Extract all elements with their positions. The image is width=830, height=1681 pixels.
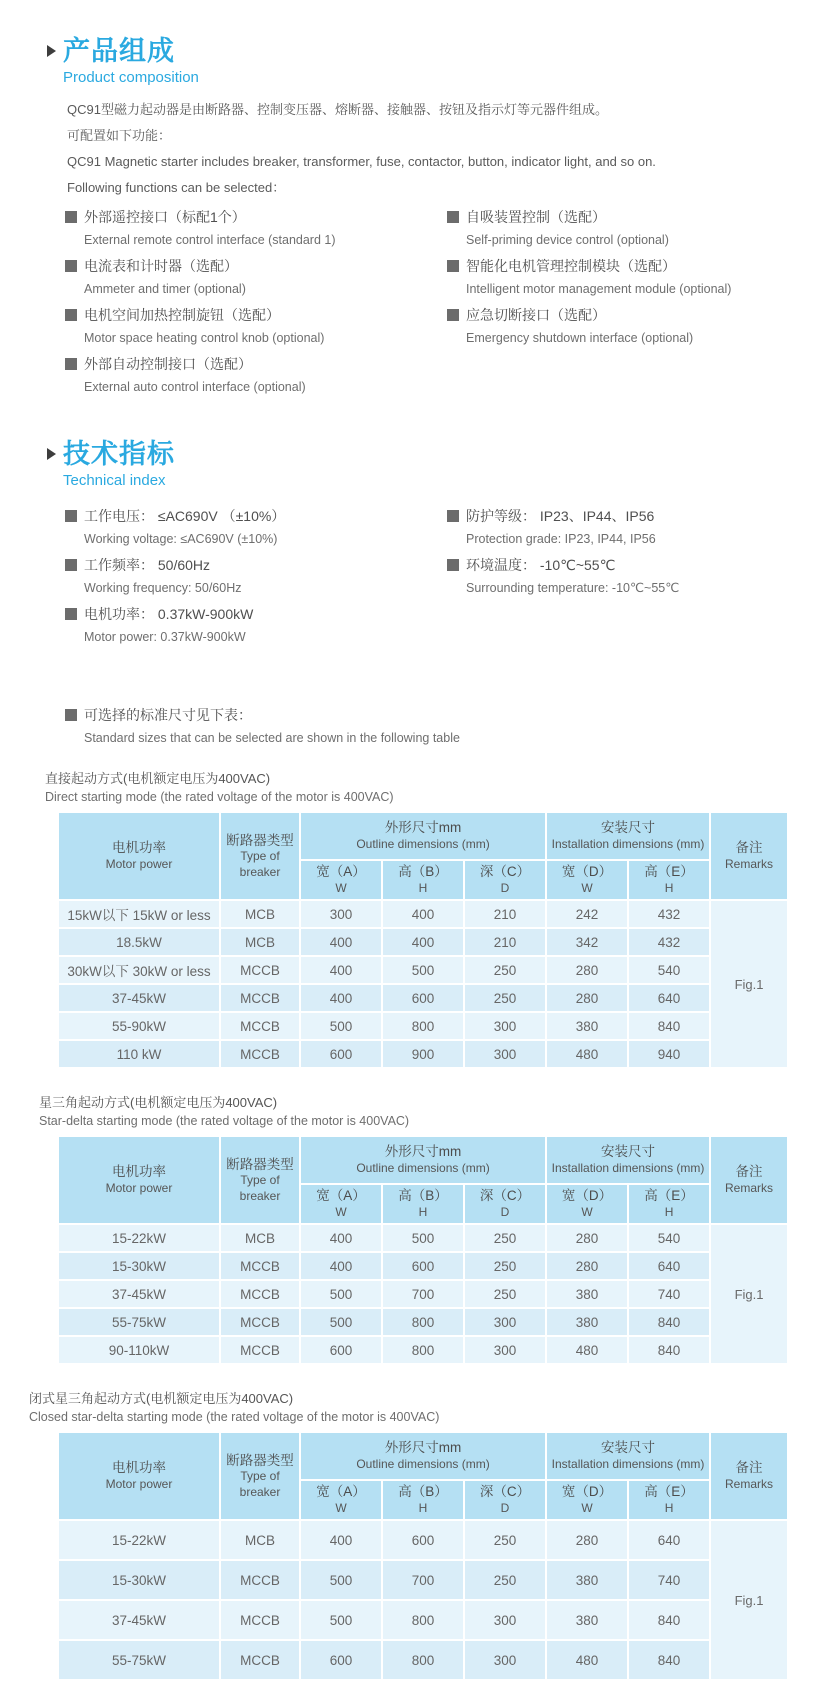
cell-depth-c: 210 bbox=[465, 929, 545, 955]
spec-item bbox=[65, 555, 447, 595]
spec-item bbox=[447, 555, 830, 595]
header-motor-power-en: Motor power bbox=[105, 1476, 173, 1491]
header-dim-d-en: W bbox=[581, 1500, 593, 1515]
table-title-zh: 直接起动方式(电机额定电压为400VAC) bbox=[45, 771, 271, 786]
cell-depth-c: 250 bbox=[465, 957, 545, 983]
header-dim-d bbox=[547, 1481, 627, 1519]
header-installation-dimensions bbox=[547, 1137, 709, 1183]
header-outline-dimensions-zh: 外形尺寸mm bbox=[384, 820, 462, 836]
header-dim-a-en: W bbox=[335, 1204, 347, 1219]
table-row bbox=[59, 929, 787, 955]
header-remarks-zh: 备注 bbox=[735, 1460, 763, 1476]
feature-label-en: Intelligent motor management module (optional) bbox=[466, 282, 732, 296]
header-motor-power bbox=[59, 1433, 219, 1519]
table-row bbox=[59, 1601, 787, 1639]
bullet-square-icon bbox=[447, 510, 459, 522]
header-dim-d-zh: 宽（D） bbox=[561, 1188, 613, 1204]
bullet-square-icon bbox=[447, 211, 459, 223]
cell-height-e: 640 bbox=[629, 985, 709, 1011]
cell-depth-c: 300 bbox=[465, 1013, 545, 1039]
cell-depth-c: 250 bbox=[465, 985, 545, 1011]
spec-item bbox=[65, 604, 447, 644]
feature-item bbox=[447, 207, 830, 247]
header-dim-c-en: D bbox=[500, 1204, 510, 1219]
feature-label-zh: 应急切断接口（选配） bbox=[466, 307, 606, 323]
cell-width-a: 400 bbox=[301, 985, 381, 1011]
size-table bbox=[57, 1135, 789, 1365]
cell-height-e: 940 bbox=[629, 1041, 709, 1067]
cell-breaker-type: MCCB bbox=[221, 1601, 299, 1639]
table-row bbox=[59, 1225, 787, 1251]
spec-label-zh: 防护等级： IP23、IP44、IP56 bbox=[466, 508, 655, 524]
note-label-zh: 可选择的标准尺寸见下表： bbox=[84, 707, 252, 723]
header-dim-c-zh: 深（C） bbox=[479, 1484, 531, 1500]
spec-label-en: Working frequency: 50/60Hz bbox=[84, 581, 242, 595]
cell-height-b: 600 bbox=[383, 1253, 463, 1279]
cell-breaker-type: MCB bbox=[221, 901, 299, 927]
cell-width-a: 500 bbox=[301, 1309, 381, 1335]
cell-width-d: 380 bbox=[547, 1309, 627, 1335]
table-title-en: Star-delta starting mode (the rated voltage of the motor is 400VAC) bbox=[39, 1114, 410, 1128]
spec-column-right bbox=[447, 506, 830, 653]
cell-motor-power: 110 kW bbox=[59, 1041, 219, 1067]
table-row bbox=[59, 1521, 787, 1559]
cell-width-d: 280 bbox=[547, 1521, 627, 1559]
table-row bbox=[59, 1641, 787, 1679]
size-tables-container bbox=[0, 771, 830, 1681]
header-installation-dimensions bbox=[547, 813, 709, 859]
table-row bbox=[59, 1253, 787, 1279]
header-dim-e bbox=[629, 1481, 709, 1519]
cell-depth-c: 300 bbox=[465, 1041, 545, 1067]
header-dim-a-zh: 宽（A） bbox=[316, 1484, 366, 1500]
feature-label-en: External auto control interface (optional) bbox=[84, 380, 306, 394]
cell-width-d: 280 bbox=[547, 957, 627, 983]
header-dim-b-en: H bbox=[418, 1500, 428, 1515]
cell-width-a: 300 bbox=[301, 901, 381, 927]
cell-height-e: 840 bbox=[629, 1309, 709, 1335]
feature-item bbox=[65, 305, 447, 345]
cell-height-e: 540 bbox=[629, 957, 709, 983]
header-dim-c-en: D bbox=[500, 1500, 510, 1515]
standard-sizes-note bbox=[65, 705, 830, 745]
spec-label-zh: 电机功率： 0.37kW-900kW bbox=[84, 606, 254, 622]
cell-breaker-type: MCB bbox=[221, 929, 299, 955]
cell-breaker-type: MCB bbox=[221, 1521, 299, 1559]
header-installation-dimensions-en: Installation dimensions (mm) bbox=[551, 1456, 705, 1471]
header-dim-e-en: H bbox=[664, 880, 674, 895]
header-dim-a bbox=[301, 861, 381, 899]
cell-motor-power: 15-22kW bbox=[59, 1225, 219, 1251]
cell-breaker-type: MCCB bbox=[221, 1041, 299, 1067]
spec-label-zh: 工作频率： 50/60Hz bbox=[84, 557, 211, 573]
header-motor-power-zh: 电机功率 bbox=[112, 1164, 166, 1180]
cell-motor-power: 55-75kW bbox=[59, 1309, 219, 1335]
header-installation-dimensions-en: Installation dimensions (mm) bbox=[551, 1160, 705, 1175]
header-outline-dimensions-en: Outline dimensions (mm) bbox=[356, 836, 490, 851]
cell-height-b: 500 bbox=[383, 957, 463, 983]
spec-item bbox=[65, 506, 447, 546]
header-outline-dimensions-zh: 外形尺寸mm bbox=[384, 1144, 462, 1160]
header-outline-dimensions-en: Outline dimensions (mm) bbox=[356, 1456, 490, 1471]
table-row bbox=[59, 1041, 787, 1067]
header-breaker-type-zh: 断路器类型 bbox=[226, 1452, 294, 1468]
header-motor-power-zh: 电机功率 bbox=[112, 840, 166, 856]
cell-width-d: 280 bbox=[547, 1253, 627, 1279]
cell-motor-power: 55-90kW bbox=[59, 1013, 219, 1039]
header-dim-c bbox=[465, 1481, 545, 1519]
header-dim-e-zh: 高（E） bbox=[644, 864, 694, 880]
cell-height-b: 800 bbox=[383, 1013, 463, 1039]
cell-depth-c: 250 bbox=[465, 1253, 545, 1279]
cell-height-e: 840 bbox=[629, 1013, 709, 1039]
bullet-square-icon bbox=[65, 358, 77, 370]
table-row bbox=[59, 1309, 787, 1335]
cell-breaker-type: MCCB bbox=[221, 1309, 299, 1335]
bullet-square-icon bbox=[65, 260, 77, 272]
header-dim-c-zh: 深（C） bbox=[479, 1188, 531, 1204]
header-installation-dimensions-zh: 安装尺寸 bbox=[601, 820, 656, 836]
cell-width-d: 480 bbox=[547, 1337, 627, 1363]
cell-motor-power: 18.5kW bbox=[59, 929, 219, 955]
header-motor-power bbox=[59, 1137, 219, 1223]
header-motor-power-en: Motor power bbox=[105, 1180, 173, 1195]
feature-label-zh: 智能化电机管理控制模块（选配） bbox=[466, 258, 676, 274]
header-breaker-type-zh: 断路器类型 bbox=[226, 1156, 294, 1172]
header-dim-a-zh: 宽（A） bbox=[316, 1188, 366, 1204]
spec-item bbox=[447, 506, 830, 546]
table-row bbox=[59, 1337, 787, 1363]
feature-item bbox=[65, 207, 447, 247]
cell-breaker-type: MCB bbox=[221, 1225, 299, 1251]
header-dim-d-en: W bbox=[581, 1204, 593, 1219]
cell-height-b: 800 bbox=[383, 1309, 463, 1335]
cell-width-a: 400 bbox=[301, 929, 381, 955]
header-dim-b bbox=[383, 1481, 463, 1519]
header-remarks-zh: 备注 bbox=[735, 1164, 763, 1180]
feature-item bbox=[447, 256, 830, 296]
header-remarks bbox=[711, 1137, 787, 1223]
table-title-en: Closed star-delta starting mode (the rated voltage of the motor is 400VAC) bbox=[29, 1410, 440, 1424]
intro-line: 可配置如下功能： bbox=[67, 128, 172, 143]
feature-columns bbox=[65, 207, 830, 403]
table-row bbox=[59, 901, 787, 927]
cell-motor-power: 90-110kW bbox=[59, 1337, 219, 1363]
header-dim-d-en: W bbox=[581, 880, 593, 895]
header-dim-a-zh: 宽（A） bbox=[316, 864, 366, 880]
header-breaker-type bbox=[221, 1433, 299, 1519]
cell-depth-c: 300 bbox=[465, 1309, 545, 1335]
cell-height-e: 840 bbox=[629, 1601, 709, 1639]
spec-column-left bbox=[65, 506, 447, 653]
cell-depth-c: 210 bbox=[465, 901, 545, 927]
header-dim-d-zh: 宽（D） bbox=[561, 1484, 613, 1500]
header-dim-d bbox=[547, 861, 627, 899]
bullet-square-icon bbox=[65, 709, 77, 721]
bullet-square-icon bbox=[447, 260, 459, 272]
cell-motor-power: 15-22kW bbox=[59, 1521, 219, 1559]
cell-width-d: 380 bbox=[547, 1013, 627, 1039]
header-dim-b-en: H bbox=[418, 880, 428, 895]
cell-motor-power: 37-45kW bbox=[59, 985, 219, 1011]
header-breaker-type-en: Type of breaker bbox=[239, 1469, 281, 1499]
bullet-square-icon bbox=[447, 559, 459, 571]
cell-height-e: 432 bbox=[629, 929, 709, 955]
section-title-en: Product composition bbox=[63, 69, 199, 86]
cell-motor-power: 37-45kW bbox=[59, 1281, 219, 1307]
cell-height-b: 700 bbox=[383, 1281, 463, 1307]
header-dim-a-en: W bbox=[335, 1500, 347, 1515]
header-remarks bbox=[711, 813, 787, 899]
cell-width-a: 600 bbox=[301, 1041, 381, 1067]
cell-remarks: Fig.1 bbox=[711, 1521, 787, 1679]
header-dim-c bbox=[465, 861, 545, 899]
feature-item bbox=[65, 256, 447, 296]
header-breaker-type bbox=[221, 813, 299, 899]
size-table-block bbox=[0, 1391, 830, 1681]
cell-depth-c: 300 bbox=[465, 1641, 545, 1679]
bullet-square-icon bbox=[65, 211, 77, 223]
cell-breaker-type: MCCB bbox=[221, 1641, 299, 1679]
intro-line: QC91 Magnetic starter includes breaker, transformer, fuse, contactor, button, indicator light, and so on. bbox=[67, 154, 656, 169]
header-dim-c bbox=[465, 1185, 545, 1223]
spec-label-zh: 环境温度： -10℃~55℃ bbox=[466, 557, 616, 573]
header-dim-c-en: D bbox=[500, 880, 510, 895]
feature-label-en: Emergency shutdown interface (optional) bbox=[466, 331, 694, 345]
header-dim-a bbox=[301, 1185, 381, 1223]
cell-breaker-type: MCCB bbox=[221, 1013, 299, 1039]
feature-item bbox=[447, 305, 830, 345]
header-dim-c-zh: 深（C） bbox=[479, 864, 531, 880]
cell-depth-c: 250 bbox=[465, 1561, 545, 1599]
cell-width-d: 280 bbox=[547, 985, 627, 1011]
section-marker-icon bbox=[47, 448, 56, 460]
feature-column-left bbox=[65, 207, 447, 403]
header-outline-dimensions bbox=[301, 813, 545, 859]
cell-width-d: 280 bbox=[547, 1225, 627, 1251]
cell-height-b: 400 bbox=[383, 929, 463, 955]
header-dim-d-zh: 宽（D） bbox=[561, 864, 613, 880]
header-breaker-type-zh: 断路器类型 bbox=[226, 832, 294, 848]
bullet-square-icon bbox=[65, 309, 77, 321]
header-breaker-type bbox=[221, 1137, 299, 1223]
header-installation-dimensions-zh: 安装尺寸 bbox=[601, 1440, 656, 1456]
header-dim-e-zh: 高（E） bbox=[644, 1188, 694, 1204]
header-remarks bbox=[711, 1433, 787, 1519]
cell-height-e: 540 bbox=[629, 1225, 709, 1251]
cell-width-d: 380 bbox=[547, 1601, 627, 1639]
cell-width-d: 380 bbox=[547, 1281, 627, 1307]
header-breaker-type-en: Type of breaker bbox=[239, 849, 281, 879]
table-row bbox=[59, 957, 787, 983]
cell-width-a: 400 bbox=[301, 957, 381, 983]
cell-width-d: 380 bbox=[547, 1561, 627, 1599]
header-motor-power bbox=[59, 813, 219, 899]
feature-label-zh: 自吸装置控制（选配） bbox=[466, 209, 606, 225]
header-dim-e bbox=[629, 861, 709, 899]
cell-breaker-type: MCCB bbox=[221, 1337, 299, 1363]
cell-motor-power: 15-30kW bbox=[59, 1561, 219, 1599]
cell-height-e: 740 bbox=[629, 1561, 709, 1599]
section-marker-icon bbox=[47, 45, 56, 57]
feature-label-en: External remote control interface (standard 1) bbox=[84, 233, 336, 247]
section-title-zh: 技术指标 bbox=[63, 439, 175, 469]
feature-label-en: Motor space heating control knob (optional) bbox=[84, 331, 325, 345]
cell-motor-power: 55-75kW bbox=[59, 1641, 219, 1679]
header-dim-d bbox=[547, 1185, 627, 1223]
cell-width-d: 480 bbox=[547, 1641, 627, 1679]
spec-label-en: Surrounding temperature: -10℃~55℃ bbox=[466, 581, 680, 595]
cell-width-a: 500 bbox=[301, 1013, 381, 1039]
header-outline-dimensions-en: Outline dimensions (mm) bbox=[356, 1160, 490, 1175]
size-table bbox=[57, 1431, 789, 1681]
cell-height-e: 740 bbox=[629, 1281, 709, 1307]
header-outline-dimensions bbox=[301, 1433, 545, 1479]
cell-height-b: 900 bbox=[383, 1041, 463, 1067]
header-dim-b bbox=[383, 861, 463, 899]
spec-label-en: Motor power: 0.37kW-900kW bbox=[84, 630, 246, 644]
header-breaker-type-en: Type of breaker bbox=[239, 1173, 281, 1203]
feature-label-zh: 电机空间加热控制旋钮（选配） bbox=[84, 307, 280, 323]
cell-height-e: 840 bbox=[629, 1641, 709, 1679]
cell-depth-c: 250 bbox=[465, 1281, 545, 1307]
header-remarks-en: Remarks bbox=[725, 856, 774, 871]
spec-label-en: Protection grade: IP23, IP44, IP56 bbox=[466, 532, 656, 546]
header-motor-power-en: Motor power bbox=[105, 856, 173, 871]
spec-label-zh: 工作电压： ≤AC690V （±10%） bbox=[84, 508, 286, 524]
header-dim-b bbox=[383, 1185, 463, 1223]
bullet-square-icon bbox=[447, 309, 459, 321]
cell-breaker-type: MCCB bbox=[221, 985, 299, 1011]
cell-depth-c: 300 bbox=[465, 1337, 545, 1363]
feature-label-en: Ammeter and timer (optional) bbox=[84, 282, 246, 296]
cell-height-b: 600 bbox=[383, 985, 463, 1011]
table-title-en: Direct starting mode (the rated voltage of the motor is 400VAC) bbox=[45, 790, 394, 804]
table-row bbox=[59, 985, 787, 1011]
table-row bbox=[59, 1013, 787, 1039]
header-installation-dimensions bbox=[547, 1433, 709, 1479]
cell-motor-power: 30kW以下 30kW or less bbox=[59, 957, 219, 983]
header-outline-dimensions-zh: 外形尺寸mm bbox=[384, 1440, 462, 1456]
header-dim-e-en: H bbox=[664, 1204, 674, 1219]
feature-column-right bbox=[447, 207, 830, 403]
cell-remarks: Fig.1 bbox=[711, 1225, 787, 1363]
header-remarks-en: Remarks bbox=[725, 1180, 774, 1195]
cell-width-d: 480 bbox=[547, 1041, 627, 1067]
technical-index-heading bbox=[47, 439, 830, 469]
header-dim-b-zh: 高（B） bbox=[398, 1484, 448, 1500]
bullet-square-icon bbox=[65, 559, 77, 571]
intro-line: Following functions can be selected： bbox=[67, 180, 286, 195]
cell-width-a: 600 bbox=[301, 1337, 381, 1363]
header-dim-e bbox=[629, 1185, 709, 1223]
cell-remarks: Fig.1 bbox=[711, 901, 787, 1067]
bullet-square-icon bbox=[65, 608, 77, 620]
cell-depth-c: 250 bbox=[465, 1225, 545, 1251]
cell-height-b: 600 bbox=[383, 1521, 463, 1559]
size-table bbox=[57, 811, 789, 1069]
product-composition-heading bbox=[47, 36, 830, 66]
cell-width-a: 400 bbox=[301, 1225, 381, 1251]
cell-motor-power: 15-30kW bbox=[59, 1253, 219, 1279]
feature-label-zh: 外部自动控制接口（选配） bbox=[84, 356, 252, 372]
cell-breaker-type: MCCB bbox=[221, 1281, 299, 1307]
feature-label-en: Self-priming device control (optional) bbox=[466, 233, 669, 247]
header-installation-dimensions-en: Installation dimensions (mm) bbox=[551, 836, 705, 851]
cell-breaker-type: MCCB bbox=[221, 957, 299, 983]
feature-label-zh: 电流表和计时器（选配） bbox=[84, 258, 238, 274]
header-dim-a-en: W bbox=[335, 880, 347, 895]
header-outline-dimensions bbox=[301, 1137, 545, 1183]
cell-height-b: 400 bbox=[383, 901, 463, 927]
table-row bbox=[59, 1281, 787, 1307]
cell-width-a: 500 bbox=[301, 1561, 381, 1599]
cell-height-e: 640 bbox=[629, 1253, 709, 1279]
cell-height-b: 800 bbox=[383, 1601, 463, 1639]
cell-width-a: 500 bbox=[301, 1601, 381, 1639]
spec-columns bbox=[65, 506, 830, 653]
header-dim-a bbox=[301, 1481, 381, 1519]
cell-height-e: 432 bbox=[629, 901, 709, 927]
note-label-en: Standard sizes that can be selected are shown in the following table bbox=[84, 731, 460, 745]
header-remarks-en: Remarks bbox=[725, 1476, 774, 1491]
spec-label-en: Working voltage: ≤AC690V (±10%) bbox=[84, 532, 278, 546]
feature-label-zh: 外部遥控接口（标配1个） bbox=[84, 209, 246, 225]
cell-motor-power: 37-45kW bbox=[59, 1601, 219, 1639]
cell-width-d: 242 bbox=[547, 901, 627, 927]
header-installation-dimensions-zh: 安装尺寸 bbox=[601, 1144, 656, 1160]
cell-depth-c: 300 bbox=[465, 1601, 545, 1639]
size-table-block bbox=[0, 1095, 830, 1365]
table-title-zh: 星三角起动方式(电机额定电压为400VAC) bbox=[39, 1095, 278, 1110]
cell-height-b: 500 bbox=[383, 1225, 463, 1251]
cell-width-d: 342 bbox=[547, 929, 627, 955]
header-dim-b-zh: 高（B） bbox=[398, 1188, 448, 1204]
bullet-square-icon bbox=[65, 510, 77, 522]
header-dim-e-zh: 高（E） bbox=[644, 1484, 694, 1500]
feature-item bbox=[65, 354, 447, 394]
size-table-block bbox=[0, 771, 830, 1069]
section-title-zh: 产品组成 bbox=[63, 36, 175, 66]
cell-height-b: 800 bbox=[383, 1641, 463, 1679]
cell-height-b: 800 bbox=[383, 1337, 463, 1363]
cell-width-a: 600 bbox=[301, 1641, 381, 1679]
product-intro bbox=[67, 103, 830, 194]
cell-height-b: 700 bbox=[383, 1561, 463, 1599]
header-dim-b-zh: 高（B） bbox=[398, 864, 448, 880]
cell-breaker-type: MCCB bbox=[221, 1561, 299, 1599]
header-motor-power-zh: 电机功率 bbox=[112, 1460, 166, 1476]
cell-depth-c: 250 bbox=[465, 1521, 545, 1559]
cell-width-a: 400 bbox=[301, 1521, 381, 1559]
cell-height-e: 640 bbox=[629, 1521, 709, 1559]
section-title-en: Technical index bbox=[63, 472, 166, 489]
table-title-zh: 闭式星三角起动方式(电机额定电压为400VAC) bbox=[29, 1391, 294, 1406]
header-remarks-zh: 备注 bbox=[735, 840, 763, 856]
cell-height-e: 840 bbox=[629, 1337, 709, 1363]
table-row bbox=[59, 1561, 787, 1599]
cell-width-a: 500 bbox=[301, 1281, 381, 1307]
header-dim-b-en: H bbox=[418, 1204, 428, 1219]
cell-width-a: 400 bbox=[301, 1253, 381, 1279]
cell-breaker-type: MCCB bbox=[221, 1253, 299, 1279]
cell-motor-power: 15kW以下 15kW or less bbox=[59, 901, 219, 927]
header-dim-e-en: H bbox=[664, 1500, 674, 1515]
intro-line: QC91型磁力起动器是由断路器、控制变压器、熔断器、接触器、按钮及指示灯等元器件组成。 bbox=[67, 102, 608, 117]
